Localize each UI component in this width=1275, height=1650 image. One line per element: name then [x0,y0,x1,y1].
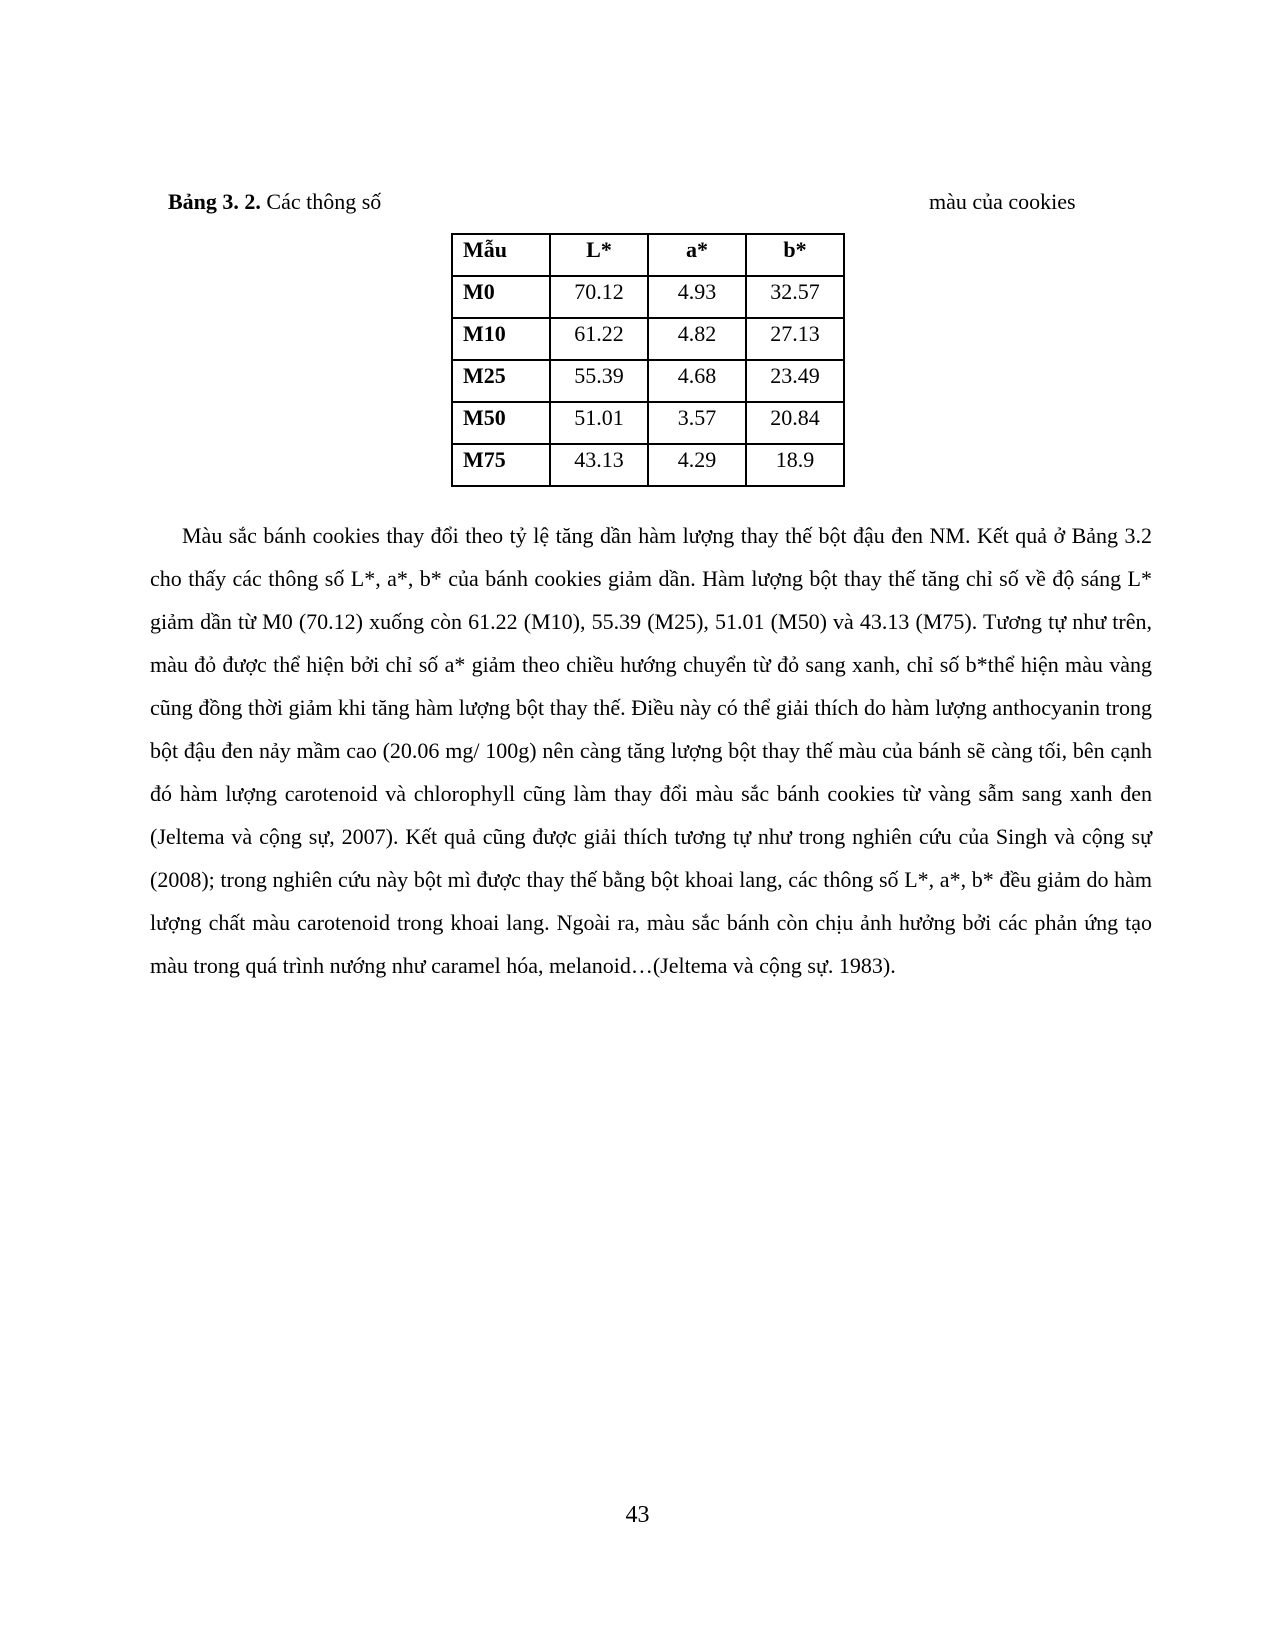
cell-sample: M0 [452,276,550,318]
cell-L: 61.22 [550,318,648,360]
cell-a: 4.82 [648,318,746,360]
cell-sample: M50 [452,402,550,444]
body-paragraph: Màu sắc bánh cookies thay đổi theo tỷ lệ tăng dần hàm lượng thay thế bột đậu đen NM. Kết quả ở Bảng 3.2 cho thấy các thông số L*, a*, b* của bánh cookies giảm dần. Hàm lượng bột thay thế tăng chỉ số về độ sáng L* giảm dần từ M0 (70.12) xuống còn 61.22 (M10), 55.39 (M25), 51.01 (M50) và 43.13 (M75). Tương tự như trên, màu đỏ được thể hiện bởi chỉ số a* giảm theo chiều hướng chuyển từ đỏ sang xanh, chỉ số b*thể hiện màu vàng cũng đồng thời giảm khi tăng hàm lượng bột thay thế. Điều này có thể giải thích do hàm lượng anthocyanin trong bột đậu đen nảy mầm cao (20.06 mg/ 100g) nên càng tăng lượng bột thay thế màu của bánh sẽ càng tối, bên cạnh đó hàm lượng carotenoid và chlorophyll cũng làm thay đổi màu sắc bánh cookies từ vàng sẫm sang xanh đen (Jeltema và cộng sự, 2007). Kết quả cũng được giải thích tương tự như trong nghiên cứu của Singh và cộng sự (2008); trong nghiên cứu này bột mì được thay thế bằng bột khoai lang, các thông số L*, a*, b* đều giảm do hàm lượng chất màu carotenoid trong khoai lang. Ngoài ra, màu sắc bánh còn chịu ảnh hưởng bởi các phản ứng tạo màu trong quá trình nướng như caramel hóa, melanoid…(Jeltema và cộng sự. 1983). [150,523,1152,978]
cell-sample: M25 [452,360,550,402]
cell-L: 55.39 [550,360,648,402]
page-number: 43 [625,1502,650,1528]
table-row [452,276,844,318]
cell-b: 18.9 [746,444,844,486]
table-caption-label: Bảng 3. 2. [168,189,261,214]
color-parameters-table [451,233,845,487]
header-sample: Mẫu [452,234,550,276]
cell-L: 70.12 [550,276,648,318]
table-row [452,444,844,486]
table-caption-text-left: Các thông số [266,189,382,214]
cell-sample: M10 [452,318,550,360]
cell-a: 4.29 [648,444,746,486]
cell-sample: M75 [452,444,550,486]
header-a: a* [648,234,746,276]
cell-a: 4.93 [648,276,746,318]
cell-b: 27.13 [746,318,844,360]
cell-L: 51.01 [550,402,648,444]
table-row [452,402,844,444]
table-caption-text-right: màu của cookies [929,189,1076,214]
header-b: b* [746,234,844,276]
table-header-row [452,234,844,276]
header-L: L* [550,234,648,276]
table-row [452,318,844,360]
cell-b: 32.57 [746,276,844,318]
cell-a: 4.68 [648,360,746,402]
cell-a: 3.57 [648,402,746,444]
table-row [452,360,844,402]
cell-b: 23.49 [746,360,844,402]
cell-L: 43.13 [550,444,648,486]
cell-b: 20.84 [746,402,844,444]
table-caption [168,189,381,215]
